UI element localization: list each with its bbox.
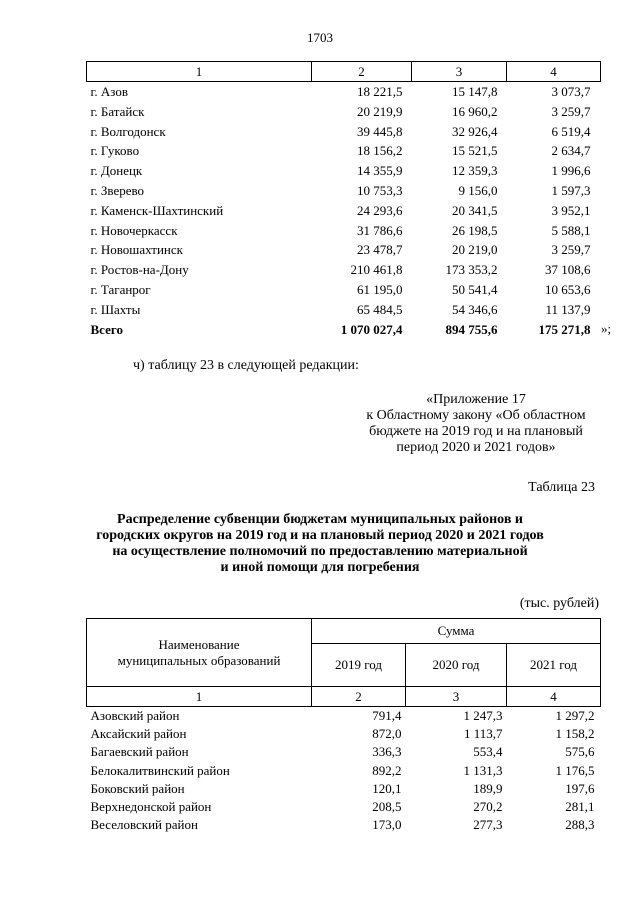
value-col3: 16 960,2 bbox=[452, 103, 498, 119]
value-col4: 6 519,4 bbox=[551, 123, 591, 139]
table1-header-cell: 2 bbox=[312, 62, 412, 82]
value-col3: 20 341,5 bbox=[452, 202, 498, 218]
title-line: на осуществление полномочий по предоставлению материальной bbox=[112, 544, 528, 559]
value-col2: 24 293,6 bbox=[357, 202, 403, 218]
value-2021: 1 297,2 bbox=[555, 708, 595, 723]
budget-table-cities bbox=[86, 61, 601, 339]
value-col2: 14 355,9 bbox=[357, 163, 403, 179]
city-name: г. Каменск-Шахтинский bbox=[90, 202, 224, 218]
city-name: г. Новошахтинск bbox=[90, 242, 183, 258]
col-number: 1 bbox=[87, 687, 312, 707]
col-number: 4 bbox=[507, 687, 601, 707]
value-col2: 20 219,9 bbox=[357, 103, 403, 119]
table-row bbox=[87, 300, 601, 320]
table2-colnum-row bbox=[87, 687, 601, 707]
value-2019: 872,0 bbox=[372, 726, 402, 742]
value-col4: 3 259,7 bbox=[551, 242, 591, 258]
value-2020: 553,4 bbox=[473, 744, 503, 760]
district-name: Верхнедонской район bbox=[90, 799, 212, 815]
value-2019: 120,1 bbox=[372, 780, 402, 796]
value-2019: 208,5 bbox=[372, 799, 402, 815]
value-col3: 15 521,5 bbox=[452, 143, 498, 159]
value-2020: 270,2 bbox=[473, 799, 503, 815]
value-2020: 1 113,7 bbox=[463, 726, 503, 742]
value-col2: 18 221,5 bbox=[357, 84, 403, 99]
appendix-line: к Областному закону «Об областном bbox=[366, 408, 586, 423]
district-name: Веселовский район bbox=[90, 817, 198, 833]
value-col4: 5 588,1 bbox=[551, 222, 591, 238]
value-col4: 3 952,1 bbox=[551, 202, 591, 218]
title-line: городских округов на 2019 год и на плановый период 2020 и 2021 годов bbox=[96, 528, 544, 543]
table1-header-cell: 4 bbox=[507, 62, 601, 82]
value-2021: 1 176,5 bbox=[555, 762, 595, 778]
table-row bbox=[87, 743, 601, 761]
value-2021: 575,6 bbox=[565, 744, 595, 760]
appendix-line: бюджете на 2019 год и на плановый bbox=[369, 424, 583, 439]
subvention-table bbox=[86, 618, 601, 834]
city-name: г. Волгодонск bbox=[90, 123, 166, 139]
total-label: Всего bbox=[90, 321, 123, 337]
value-col2: 39 445,8 bbox=[357, 123, 403, 139]
value-col2: 31 786,6 bbox=[357, 222, 403, 238]
city-name: г. Гуково bbox=[90, 143, 140, 159]
total-row bbox=[87, 320, 601, 340]
district-name: Багаевский район bbox=[90, 744, 189, 760]
value-col3: 26 198,5 bbox=[452, 222, 498, 238]
table-row bbox=[87, 201, 601, 221]
name-header-line: Наименование bbox=[158, 636, 240, 652]
table-row bbox=[87, 725, 601, 743]
value-col4: 11 137,9 bbox=[545, 301, 591, 317]
appendix-line: период 2020 и 2021 годов» bbox=[396, 440, 556, 455]
year-header: 2019 год bbox=[312, 644, 406, 687]
table-row bbox=[87, 221, 601, 241]
value-col4: 2 634,7 bbox=[551, 143, 591, 159]
table-title bbox=[70, 512, 570, 576]
value-col4: 10 653,6 bbox=[545, 281, 591, 297]
city-name: г. Таганрог bbox=[90, 281, 151, 297]
value-2021: 288,3 bbox=[565, 817, 595, 833]
value-col2: 18 156,2 bbox=[357, 143, 403, 159]
title-line: Распределение субвенции бюджетам муниципальных районов и bbox=[117, 512, 523, 527]
city-name: г. Азов bbox=[90, 84, 128, 99]
table-row bbox=[87, 82, 601, 102]
total-col2: 1 070 027,4 bbox=[340, 321, 403, 337]
col-number: 3 bbox=[406, 687, 507, 707]
sum-header: Сумма bbox=[312, 619, 601, 644]
district-name: Боковский район bbox=[90, 780, 185, 796]
value-2019: 892,2 bbox=[372, 762, 402, 778]
value-col3: 12 359,3 bbox=[452, 163, 498, 179]
value-col2: 61 195,0 bbox=[357, 281, 403, 297]
value-2019: 173,0 bbox=[372, 817, 402, 833]
table-row bbox=[87, 762, 601, 780]
value-2020: 277,3 bbox=[473, 817, 503, 833]
table2-header-row bbox=[87, 619, 601, 644]
year-header: 2021 год bbox=[507, 644, 601, 687]
name-column-header bbox=[87, 619, 312, 687]
table-row bbox=[87, 780, 601, 798]
value-2020: 1 247,3 bbox=[463, 708, 503, 723]
value-col3: 50 541,4 bbox=[452, 281, 498, 297]
district-name: Азовский район bbox=[90, 708, 180, 723]
value-2019: 336,3 bbox=[372, 744, 402, 760]
page-number: 1703 bbox=[307, 30, 333, 45]
amendment-instruction: ч) таблицу 23 в следующей редакции: bbox=[133, 358, 359, 373]
table-row bbox=[87, 816, 601, 834]
table1-header-row bbox=[87, 62, 601, 82]
total-col3: 894 755,6 bbox=[445, 321, 498, 337]
appendix-reference bbox=[340, 392, 612, 456]
value-col3: 32 926,4 bbox=[452, 123, 498, 139]
value-col3: 9 156,0 bbox=[458, 182, 498, 198]
district-name: Аксайский район bbox=[90, 726, 187, 742]
value-col2: 10 753,3 bbox=[357, 182, 403, 198]
value-2020: 1 131,3 bbox=[463, 762, 503, 778]
city-name: г. Зверево bbox=[90, 182, 145, 198]
value-col4: 1 597,3 bbox=[551, 182, 591, 198]
value-col3: 20 219,0 bbox=[452, 242, 498, 258]
value-col4: 3 259,7 bbox=[551, 103, 591, 119]
city-name: г. Донецк bbox=[90, 163, 143, 179]
value-2021: 281,1 bbox=[565, 799, 595, 815]
value-2019: 791,4 bbox=[372, 708, 402, 723]
table-row bbox=[87, 141, 601, 161]
table-row bbox=[87, 280, 601, 300]
appendix-line: «Приложение 17 bbox=[426, 392, 526, 407]
value-col3: 173 353,2 bbox=[445, 262, 498, 278]
table-label: Таблица 23 bbox=[528, 480, 595, 495]
table-row bbox=[87, 161, 601, 181]
district-name: Белокалитвинский район bbox=[90, 762, 230, 778]
table-row bbox=[87, 707, 601, 726]
value-col4: 1 996,6 bbox=[551, 163, 591, 179]
value-2021: 1 158,2 bbox=[555, 726, 595, 742]
title-line: и иной помощи для погребения bbox=[220, 560, 420, 575]
table-row bbox=[87, 181, 601, 201]
value-2021: 197,6 bbox=[565, 780, 595, 796]
table1-header-cell: 1 bbox=[87, 62, 312, 82]
table-row bbox=[87, 102, 601, 122]
value-2020: 189,9 bbox=[473, 780, 503, 796]
value-col2: 23 478,7 bbox=[357, 242, 403, 258]
total-col4: 175 271,8 bbox=[538, 321, 591, 337]
value-col3: 54 346,6 bbox=[452, 301, 498, 317]
name-header-line: муниципальных образований bbox=[117, 652, 281, 668]
col-number: 2 bbox=[312, 687, 406, 707]
value-col4: 37 108,6 bbox=[545, 262, 591, 278]
table1-header-cell: 3 bbox=[412, 62, 507, 82]
closing-quote: »; bbox=[601, 321, 612, 336]
value-col4: 3 073,7 bbox=[551, 84, 591, 99]
value-col3: 15 147,8 bbox=[452, 84, 498, 99]
city-name: г. Шахты bbox=[90, 301, 141, 317]
city-name: г. Новочеркасск bbox=[90, 222, 178, 238]
table-row bbox=[87, 122, 601, 142]
city-name: г. Батайск bbox=[90, 103, 145, 119]
unit-label: (тыс. рублей) bbox=[519, 596, 599, 611]
value-col2: 65 484,5 bbox=[357, 301, 403, 317]
year-header: 2020 год bbox=[406, 644, 507, 687]
city-name: г. Ростов-на-Дону bbox=[90, 262, 189, 278]
value-col2: 210 461,8 bbox=[350, 262, 403, 278]
table-row bbox=[87, 260, 601, 280]
table-row bbox=[87, 240, 601, 260]
table-row bbox=[87, 798, 601, 816]
